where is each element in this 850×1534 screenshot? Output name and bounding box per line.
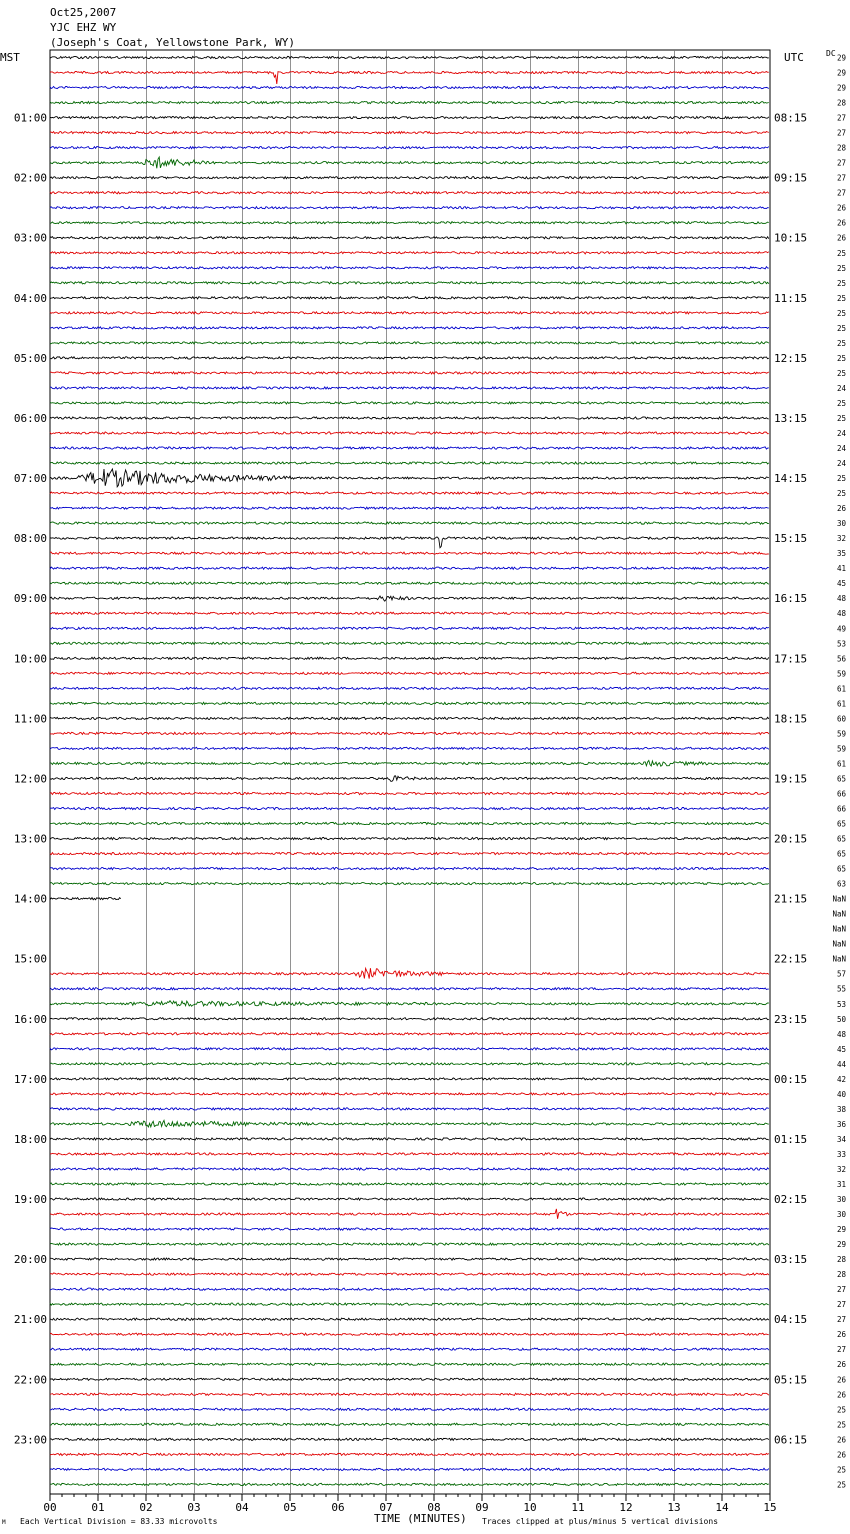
dc-offset-label: 26 <box>836 1375 846 1385</box>
utc-hour-label: 23:15 <box>774 1012 808 1026</box>
seismic-trace <box>50 1001 769 1007</box>
seismic-trace <box>50 1168 769 1170</box>
seismic-trace <box>50 1378 769 1380</box>
seismic-trace <box>50 1033 769 1035</box>
seismic-trace <box>50 732 769 734</box>
mst-hour-label: 23:00 <box>13 1433 47 1447</box>
station-location: (Joseph's Coat, Yellowstone Park, WY) <box>50 36 296 49</box>
seismic-trace <box>50 252 769 254</box>
seismic-trace <box>50 117 769 119</box>
dc-offset-label: 27 <box>836 1300 846 1310</box>
seismic-trace <box>50 447 769 449</box>
seismic-trace <box>50 1048 769 1050</box>
dc-offset-label: 24 <box>836 429 846 438</box>
clip-note: Traces clipped at plus/minus 5 vertical divisions <box>482 1517 719 1526</box>
x-tick-label: 11 <box>571 1501 585 1514</box>
dc-offset-label: 57 <box>836 969 846 979</box>
dc-offset-label: 25 <box>836 1405 846 1415</box>
dc-offset-label: 65 <box>836 849 846 859</box>
dc-offset-label: 26 <box>836 1360 846 1370</box>
seismic-trace <box>50 582 769 584</box>
mst-hour-label: 12:00 <box>13 772 47 786</box>
seismic-trace <box>50 282 769 284</box>
seismic-trace <box>50 207 769 209</box>
dc-offset-label: 66 <box>836 789 846 799</box>
dc-offset-label: 25 <box>836 398 846 408</box>
seismic-trace <box>50 1228 769 1230</box>
seismic-trace <box>50 1078 769 1080</box>
seismic-trace <box>50 792 769 794</box>
seismic-trace <box>50 192 769 194</box>
dc-offset-label: 24 <box>836 459 846 469</box>
seismic-trace <box>50 237 769 239</box>
seismic-trace <box>50 56 769 58</box>
dc-offset-label: 26 <box>836 203 846 213</box>
utc-hour-label: 16:15 <box>774 592 808 606</box>
seismic-trace <box>50 222 769 224</box>
dc-offset-label: 63 <box>836 879 846 889</box>
mst-hour-label: 05:00 <box>13 351 47 365</box>
dc-offset-label: 59 <box>836 729 846 739</box>
dc-offset-label: 29 <box>836 1225 846 1235</box>
dc-offset-label: 26 <box>836 1390 846 1400</box>
seismic-trace <box>50 1138 769 1140</box>
x-tick-label: 14 <box>715 1501 729 1514</box>
x-tick-label: 13 <box>667 1501 681 1514</box>
dc-offset-label: 29 <box>836 53 846 63</box>
dc-offset-label: 61 <box>836 699 846 709</box>
seismic-trace <box>50 432 769 434</box>
seismic-trace <box>50 372 769 374</box>
seismic-trace <box>50 776 769 781</box>
dc-offset-label: 30 <box>836 1210 846 1220</box>
dc-offset-label: 56 <box>836 654 846 664</box>
dc-offset-label: 29 <box>836 1240 846 1250</box>
utc-hour-label: 09:15 <box>774 171 808 185</box>
x-tick-label: 09 <box>475 1501 489 1514</box>
seismic-trace <box>50 596 769 601</box>
dc-offset-label: 25 <box>836 489 846 499</box>
dc-offset-label: NaN <box>832 939 846 949</box>
seismic-trace <box>50 1333 769 1335</box>
dc-offset-label: 48 <box>836 609 846 619</box>
dc-offset-label: 27 <box>836 173 846 183</box>
utc-hour-label: 18:15 <box>774 712 808 726</box>
utc-hour-label: 21:15 <box>774 892 808 906</box>
seismic-trace <box>50 612 769 614</box>
dc-offset-label: 26 <box>836 1330 846 1340</box>
dc-offset-label: 24 <box>836 383 846 393</box>
x-tick-label: 08 <box>427 1501 441 1514</box>
seismic-trace <box>50 417 769 419</box>
dc-offset-label: 45 <box>836 1044 846 1054</box>
dc-offset-label: 25 <box>836 474 846 484</box>
x-tick-label: 15 <box>763 1501 777 1514</box>
utc-hour-label: 01:15 <box>774 1132 808 1146</box>
x-tick-label: 02 <box>139 1501 153 1514</box>
seismic-trace <box>50 552 769 554</box>
seismic-trace <box>50 1423 769 1425</box>
dc-offset-label: 28 <box>836 1270 846 1280</box>
station-name: YJC EHZ WY <box>50 21 117 34</box>
seismic-trace <box>50 86 769 88</box>
dc-offset-label: 65 <box>836 864 846 874</box>
seismic-trace <box>50 132 769 134</box>
dc-offset-label: 32 <box>836 534 846 544</box>
mst-hour-label: 17:00 <box>13 1072 47 1086</box>
mst-hour-label: 11:00 <box>13 712 47 726</box>
dc-offset-label: 40 <box>836 1089 846 1099</box>
dc-offset-label: 59 <box>836 669 846 679</box>
seismic-trace <box>50 883 769 885</box>
seismic-trace <box>50 747 769 749</box>
mst-hour-label: 04:00 <box>13 291 47 305</box>
dc-offset-label: 33 <box>836 1149 846 1159</box>
seismic-trace <box>50 717 769 719</box>
seismic-trace <box>50 492 769 494</box>
seismic-trace <box>50 702 769 704</box>
dc-offset-label: NaN <box>832 909 846 919</box>
x-tick-label: 12 <box>619 1501 633 1514</box>
mst-hour-label: 21:00 <box>13 1313 47 1327</box>
utc-hour-label: 14:15 <box>774 472 808 486</box>
utc-hour-label: 11:15 <box>774 291 808 305</box>
dc-offset-label: 34 <box>836 1134 846 1144</box>
seismic-trace <box>50 567 769 569</box>
seismic-trace <box>50 102 769 104</box>
dc-offset-label: 26 <box>836 218 846 228</box>
dc-offset-label: 53 <box>836 999 846 1009</box>
dc-offset-label: 25 <box>836 323 846 333</box>
dc-offset-label: 30 <box>836 519 846 529</box>
dc-offset-label: 25 <box>836 1465 846 1475</box>
utc-hour-label: 19:15 <box>774 772 808 786</box>
utc-hour-label: 13:15 <box>774 411 808 425</box>
mst-hour-label: 20:00 <box>13 1253 47 1267</box>
x-tick-label: 07 <box>379 1501 393 1514</box>
dc-offset-label: NaN <box>832 954 846 964</box>
dc-offset-label: 66 <box>836 804 846 814</box>
dc-offset-label: 26 <box>836 1450 846 1460</box>
dc-offset-label: 49 <box>836 624 846 634</box>
utc-hour-label: 06:15 <box>774 1433 808 1447</box>
seismic-trace <box>50 387 769 389</box>
seismic-trace <box>50 1198 769 1200</box>
dc-offset-label: 26 <box>836 233 846 243</box>
mst-hour-label: 22:00 <box>13 1373 47 1387</box>
seismic-trace <box>50 627 769 629</box>
seismic-trace <box>50 462 769 464</box>
seismic-trace <box>50 402 769 404</box>
dc-offset-label: 24 <box>836 444 846 454</box>
mst-hour-label: 08:00 <box>13 532 47 546</box>
x-tick-label: 03 <box>187 1501 201 1514</box>
dc-offset-label: 25 <box>836 368 846 378</box>
seismic-trace <box>50 1393 769 1395</box>
mst-hour-label: 19:00 <box>13 1193 47 1207</box>
mst-hour-label: 09:00 <box>13 592 47 606</box>
utc-hour-label: 00:15 <box>774 1072 808 1086</box>
mst-hour-label: 14:00 <box>13 892 47 906</box>
utc-hour-label: 10:15 <box>774 231 808 245</box>
dc-offset-label: 26 <box>836 504 846 514</box>
x-axis-title: TIME (MINUTES) <box>374 1512 467 1525</box>
dc-offset-label: 30 <box>836 1195 846 1205</box>
seismic-trace <box>50 1303 769 1305</box>
seismic-trace <box>50 1120 769 1127</box>
x-tick-label: 10 <box>523 1501 537 1514</box>
seismic-trace <box>50 1468 769 1470</box>
dc-offset-label: 25 <box>836 338 846 348</box>
seismic-trace <box>50 1318 769 1320</box>
dc-offset-label: 65 <box>836 819 846 829</box>
dc-offset-label: 29 <box>836 83 846 93</box>
seismic-trace <box>50 312 769 314</box>
seismic-trace <box>50 1273 769 1275</box>
seismic-trace <box>50 469 769 487</box>
seismic-trace <box>50 1348 769 1350</box>
dc-offset-label: 27 <box>836 1345 846 1355</box>
seismic-trace <box>50 327 769 329</box>
utc-hour-label: 08:15 <box>774 111 808 125</box>
x-tick-label: 01 <box>91 1501 105 1514</box>
seismic-trace <box>50 147 769 149</box>
mst-label: MST <box>0 51 20 64</box>
seismic-trace <box>50 1183 769 1185</box>
seismic-trace <box>50 761 769 767</box>
dc-offset-label: 25 <box>836 1480 846 1490</box>
seismic-trace <box>50 1018 769 1020</box>
seismic-trace <box>50 507 769 509</box>
dc-offset-label: 31 <box>836 1180 846 1189</box>
dc-offset-label: 27 <box>836 113 846 123</box>
seismic-trace <box>50 177 769 179</box>
dc-offset-label: NaN <box>832 924 846 934</box>
seismic-trace <box>50 522 769 524</box>
dc-offset-label: 42 <box>836 1074 846 1084</box>
seismic-trace <box>50 1093 769 1095</box>
seismic-trace <box>50 71 769 84</box>
mst-hour-label: 02:00 <box>13 171 47 185</box>
seismic-trace <box>50 1108 769 1110</box>
x-tick-label: 06 <box>331 1501 345 1514</box>
mst-hour-label: 06:00 <box>13 411 47 425</box>
dc-offset-label: 27 <box>836 128 846 138</box>
utc-hour-label: 03:15 <box>774 1253 808 1267</box>
seismic-trace <box>50 853 769 855</box>
utc-hour-label: 04:15 <box>774 1313 808 1327</box>
dc-offset-label: 27 <box>836 1315 846 1325</box>
seismic-trace <box>50 1483 769 1485</box>
utc-hour-label: 15:15 <box>774 532 808 546</box>
dc-offset-label: 32 <box>836 1164 846 1174</box>
seismic-trace <box>50 898 121 900</box>
dc-offset-label: 36 <box>836 1119 846 1129</box>
seismic-trace <box>50 297 769 299</box>
dc-offset-label: 27 <box>836 188 846 198</box>
seismic-trace <box>50 1438 769 1440</box>
seismic-trace <box>50 988 769 990</box>
seismic-trace <box>50 657 769 659</box>
dc-offset-label: 29 <box>836 68 846 78</box>
dc-offset-label: 25 <box>836 248 846 258</box>
seismic-trace <box>50 807 769 809</box>
seismic-trace <box>50 837 769 839</box>
seismic-trace <box>50 1243 769 1245</box>
seismic-trace <box>50 1209 769 1219</box>
seismic-trace <box>50 1153 769 1155</box>
utc-label: UTC <box>784 51 804 64</box>
seismic-trace <box>50 868 769 870</box>
dc-offset-label: 50 <box>836 1014 846 1024</box>
dc-offset-label: 55 <box>836 984 846 994</box>
seismic-trace <box>50 672 769 674</box>
seismic-trace <box>50 267 769 269</box>
dc-offset-label: 26 <box>836 1435 846 1445</box>
seismic-trace <box>50 968 769 978</box>
dc-offset-label: 59 <box>836 744 846 754</box>
corner-mark: M <box>2 1519 6 1526</box>
dc-offset-label: 48 <box>836 594 846 604</box>
utc-hour-label: 17:15 <box>774 652 808 666</box>
mst-hour-label: 10:00 <box>13 652 47 666</box>
utc-hour-label: 12:15 <box>774 351 808 365</box>
mst-hour-label: 07:00 <box>13 472 47 486</box>
utc-hour-label: 02:15 <box>774 1193 808 1207</box>
seismic-trace <box>50 342 769 344</box>
dc-offset-label: 25 <box>836 293 846 303</box>
dc-offset-label: 25 <box>836 353 846 363</box>
x-tick-label: 04 <box>235 1501 249 1514</box>
seismic-trace <box>50 687 769 689</box>
dc-offset-label: 41 <box>836 564 846 574</box>
dc-offset-label: 28 <box>836 98 846 108</box>
seismic-trace <box>50 537 769 548</box>
dc-offset-label: 61 <box>836 759 846 769</box>
mst-hour-label: 15:00 <box>13 952 47 966</box>
dc-offset-label: 65 <box>836 774 846 784</box>
x-tick-label: 00 <box>43 1501 57 1514</box>
scale-note: Each Vertical Division = 83.33 microvolts <box>20 1517 218 1526</box>
seismic-trace <box>50 1288 769 1290</box>
dc-offset-label: 60 <box>836 714 846 724</box>
seismic-trace <box>50 1258 769 1260</box>
dc-offset-label: 28 <box>836 1255 846 1265</box>
utc-hour-label: 20:15 <box>774 832 808 846</box>
dc-offset-label: 65 <box>836 834 846 844</box>
mst-hour-label: 18:00 <box>13 1132 47 1146</box>
dc-offset-label: 48 <box>836 1029 846 1039</box>
utc-hour-label: 05:15 <box>774 1373 808 1387</box>
dc-offset-label: 25 <box>836 1420 846 1430</box>
mst-hour-label: 16:00 <box>13 1012 47 1026</box>
seismic-trace <box>50 1063 769 1065</box>
utc-hour-label: 22:15 <box>774 952 808 966</box>
seismic-trace <box>50 1363 769 1365</box>
seismic-trace <box>50 1408 769 1410</box>
dc-offset-label: 44 <box>836 1059 846 1069</box>
x-tick-label: 05 <box>283 1501 297 1514</box>
dc-offset-label: 28 <box>836 143 846 153</box>
seismic-trace <box>50 357 769 359</box>
plot-date: Oct25,2007 <box>50 6 117 19</box>
mst-hour-label: 01:00 <box>13 111 47 125</box>
seismic-trace <box>50 157 769 168</box>
dc-offset-label: 38 <box>836 1104 846 1114</box>
dc-offset-label: 35 <box>836 549 846 559</box>
dc-offset-label: 25 <box>836 308 846 318</box>
dc-offset-label: 25 <box>836 263 846 273</box>
mst-hour-label: 03:00 <box>13 231 47 245</box>
dc-label: DC <box>826 49 836 58</box>
mst-hour-label: 13:00 <box>13 832 47 846</box>
dc-offset-label: 61 <box>836 684 846 694</box>
dc-offset-label: 27 <box>836 158 846 168</box>
dc-offset-label: 25 <box>836 413 846 423</box>
dc-offset-label: 45 <box>836 579 846 589</box>
seismic-trace <box>50 822 769 824</box>
seismic-trace <box>50 1453 769 1455</box>
dc-offset-label: NaN <box>832 894 846 904</box>
dc-offset-label: 53 <box>836 639 846 649</box>
dc-offset-label: 25 <box>836 278 846 288</box>
dc-offset-label: 27 <box>836 1285 846 1295</box>
seismic-trace <box>50 642 769 644</box>
